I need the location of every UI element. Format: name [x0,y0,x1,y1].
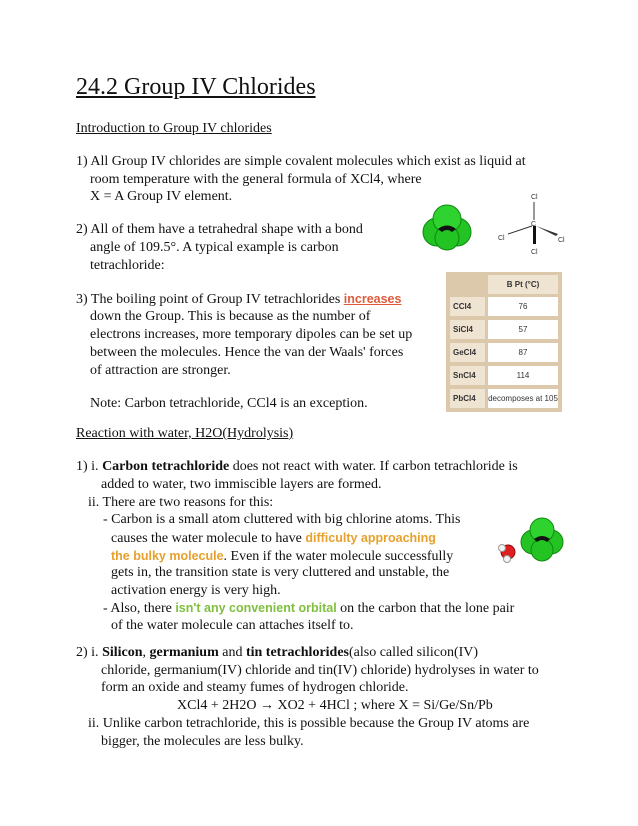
bp-formula: CCl4 [450,297,485,316]
r1-line9-text-a: - Also, there [103,601,176,616]
p3-line1-text: 3) The boiling point of Group IV tetrachlorides [76,292,344,307]
r1-line6-text: . Even if the water molecule successfully [223,549,454,564]
ccl4-spacefill-model [414,202,480,252]
bp-row [446,343,562,364]
r1-line8: activation energy is very high. [111,583,281,598]
r1-line2: added to water, two immiscible layers are formed. [101,477,382,492]
p3-note: Note: Carbon tetrachloride, CCl4 is an exception. [90,396,368,411]
r2-line4: ii. Unlike carbon tetrachloride, this is possible because the Group IV atoms are [88,716,530,731]
p3-line1 [76,290,401,309]
increases-highlight: increases [343,292,402,306]
difficulty-approaching-highlight: difficulty approaching [305,531,436,545]
p3-line3: electrons increases, more temporary dipoles can be set up [90,327,413,342]
r2-sep1: , [142,645,150,660]
bp-header: B Pt (°C) [488,275,558,294]
germanium-bold: germanium [149,645,219,660]
p3-line5: of attraction are stronger. [90,363,231,378]
r2-num: 2) i. [76,645,103,660]
p2-line2: angle of 109.5°. A typical example is carbon [90,240,339,255]
r1-num: 1) i. [76,459,103,474]
carbon-tetrachloride-bold: Carbon tetrachloride [102,459,230,474]
p2-line3: tetrachloride: [90,258,165,273]
hydrolysis-equation: XCl4 + 2H2O → XO2 + 4HCl ; where X = Si/Ge/Sn/Pb [177,698,493,713]
bp-value: decomposes at 105 [488,389,558,408]
silicon-bold: Silicon [102,645,143,660]
r1-line1-rest: does not react with water. If carbon tetrachloride is [229,459,518,474]
struct-cl-right: Cl [558,237,565,244]
r2-line1-rest: (also called silicon(IV) [349,645,479,660]
r2-sep2: and [218,645,246,660]
struct-c-center: C [531,221,537,228]
r1-line3: ii. There are two reasons for this: [88,495,274,510]
boiling-point-table [446,272,562,412]
r1-line4: - Carbon is a small atom cluttered with big chlorine atoms. This [103,512,461,527]
bp-formula: GeCl4 [450,343,485,362]
bp-row [446,389,562,410]
p1-line3: X = A Group IV element. [90,189,233,204]
intro-heading: Introduction to Group IV chlorides [76,121,272,136]
r1-line1 [76,458,518,476]
ccl4-structure-diagram [494,188,574,258]
bp-value: 76 [488,297,558,316]
struct-cl-top: Cl [531,194,538,201]
r1-line10: of the water molecule can attaches itself to. [111,618,354,633]
bp-value: 87 [488,343,558,362]
r2-line1 [76,644,478,662]
bp-row [446,320,562,341]
p1-line2: room temperature with the general formula of XCl4, where [90,172,422,187]
bp-row [446,297,562,318]
r1-line5-text: causes the water molecule to have [111,531,306,546]
p3-line4: between the molecules. Hence the van der Waals' forces [90,345,404,360]
bp-formula: SiCl4 [450,320,485,339]
r2-line2: chloride, germanium(IV) chloride and tin(IV) chloride) hydrolyses in water to [101,663,539,678]
r1-line9 [103,599,514,618]
tin-tetrachlorides-bold: tin tetrachlorides [245,645,349,660]
p3-line2: down the Group. This is because as the number of [90,309,371,324]
water-heading: Reaction with water, H2O(Hydrolysis) [76,426,294,441]
struct-cl-left: Cl [498,235,505,242]
p2-line1: 2) All of them have a tetrahedral shape with a bond [76,222,363,237]
bp-value: 57 [488,320,558,339]
bp-row [446,366,562,387]
bp-formula: PbCl4 [450,389,485,408]
struct-cl-bottom: Cl [531,249,538,256]
r1-line9-text-b: on the carbon that the lone pair [336,601,515,616]
p1-line1: 1) All Group IV chlorides are simple covalent molecules which exist as liquid at [76,154,526,169]
r2-line3: form an oxide and steamy fumes of hydrogen chloride. [101,680,409,695]
r2-line5: bigger, the molecules are less bulky. [101,734,304,749]
r1-line5 [111,529,436,548]
water-ccl4-model [496,512,564,564]
r1-line7: gets in, the transition state is very cluttered and unstable, the [111,565,450,580]
page-title: 24.2 Group IV Chlorides [76,74,316,100]
convenient-orbital-highlight: isn't any convenient orbital [175,601,337,615]
bulky-molecule-highlight: the bulky molecule [111,549,224,563]
bp-value: 114 [488,366,558,385]
bp-formula: SnCl4 [450,366,485,385]
